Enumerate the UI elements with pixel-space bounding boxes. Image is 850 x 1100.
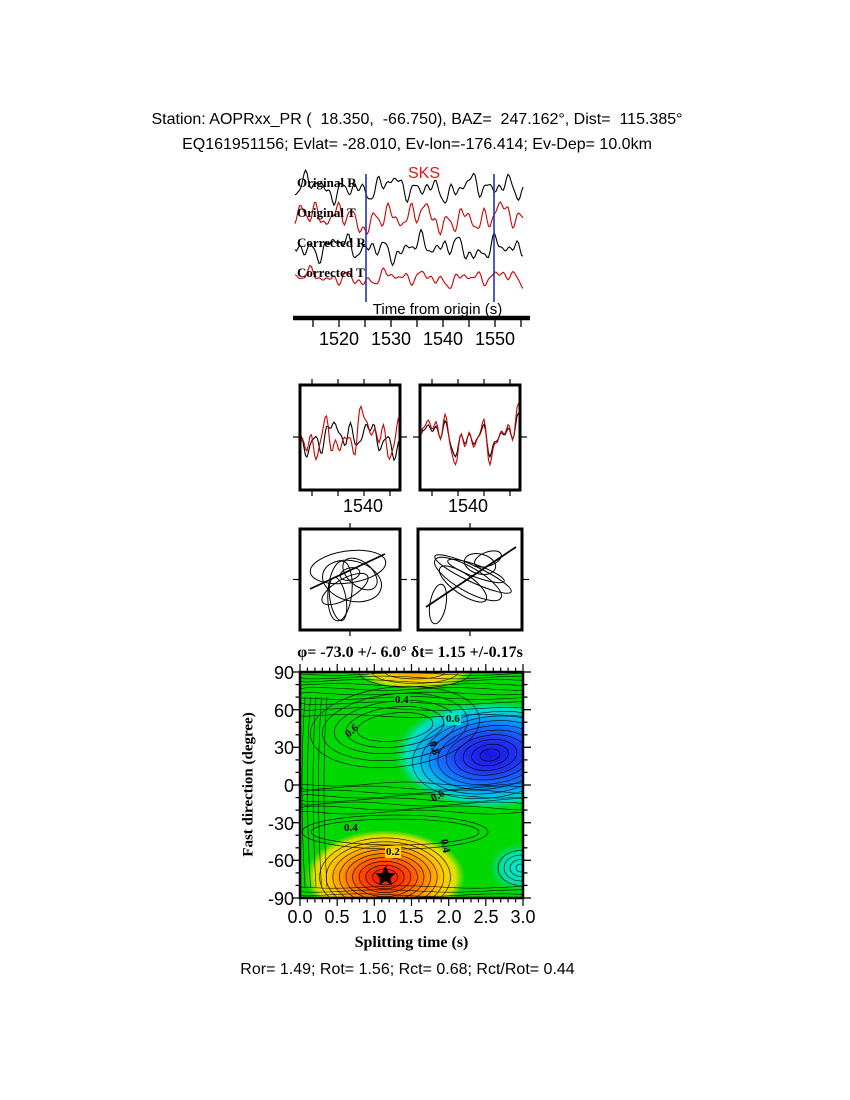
time-tick-label: 1540	[422, 329, 464, 349]
x-tick-label: 3.0	[510, 907, 536, 927]
time-tick-label: 1550	[474, 329, 516, 349]
x-tick-label: 2.0	[436, 907, 462, 927]
particle-motion-line	[426, 547, 516, 607]
trace-label-corrected-t: Corrected T	[297, 265, 365, 280]
contour-title: φ= -73.0 +/- 6.0° δt= 1.15 +/-0.17s	[297, 644, 523, 661]
match-trace-red	[421, 403, 519, 465]
x-tick-label: 2.5	[473, 907, 499, 927]
contour-y-axis-title: Fast direction (degree)	[240, 712, 257, 857]
phase-label-sks: SKS	[408, 165, 441, 182]
misfit-contour-plot	[300, 672, 523, 898]
time-axis-ticks	[313, 320, 521, 327]
match-trace-red	[301, 406, 399, 459]
time-tick-label: 1530	[370, 329, 412, 349]
contour-level-label: 0.4	[395, 694, 409, 706]
contour-level-label: 0.6	[428, 787, 447, 805]
quality-stats-line: Ror= 1.49; Rot= 1.56; Rct= 0.68; Rct/Rot= 0.44	[240, 961, 575, 978]
comparison-tick-label: 1540	[342, 496, 384, 516]
comparison-tick-label: 1540	[447, 496, 489, 516]
x-tick-label: 1.0	[361, 907, 387, 927]
trace-label-original-r: Original R	[297, 175, 357, 190]
y-tick-label: 90	[273, 663, 294, 683]
waveform-match-box-original	[292, 377, 408, 498]
x-tick-label: 0.5	[324, 907, 350, 927]
x-tick-label: 0.0	[287, 907, 313, 927]
x-tick-label: 1.5	[398, 907, 424, 927]
time-axis-title: Time from origin (s)	[372, 301, 503, 318]
y-tick-label: 60	[273, 701, 294, 721]
contour-level-label: 0.2	[386, 846, 400, 858]
contour-level-label: 0.6	[446, 713, 460, 725]
contour-level-label: 0.6	[342, 721, 361, 741]
station-header-line: Station: AOPRxx_PR ( 18.350, -66.750), BAZ= 247.162°, Dist= 115.385°	[151, 111, 683, 128]
particle-motion-loop	[308, 546, 388, 588]
trace-label-corrected-r: Corrected R	[297, 235, 366, 250]
contour-level-label: 0.4	[344, 822, 358, 834]
y-tick-label: -90	[267, 889, 294, 909]
time-tick-label: 1520	[318, 329, 360, 349]
contour-level-label: 0.8	[425, 739, 442, 757]
y-tick-label: 0	[283, 776, 294, 796]
event-header-line: EQ161951156; Evlat= -28.010, Ev-lon=-176.414; Ev-Dep= 10.0km	[182, 136, 652, 153]
contour-level-label: 0.4	[437, 838, 453, 854]
match-trace-black	[421, 413, 519, 457]
y-tick-label: -30	[267, 814, 294, 834]
contour-x-axis-title: Splitting time (s)	[354, 934, 469, 951]
waveform-match-box-corrected	[412, 377, 528, 498]
y-tick-label: -60	[267, 851, 294, 871]
y-tick-label: 30	[273, 738, 294, 758]
particle-motion-box-original	[292, 521, 408, 638]
particle-motion-box-corrected	[410, 521, 530, 638]
trace-label-original-t: Original T	[297, 205, 356, 220]
